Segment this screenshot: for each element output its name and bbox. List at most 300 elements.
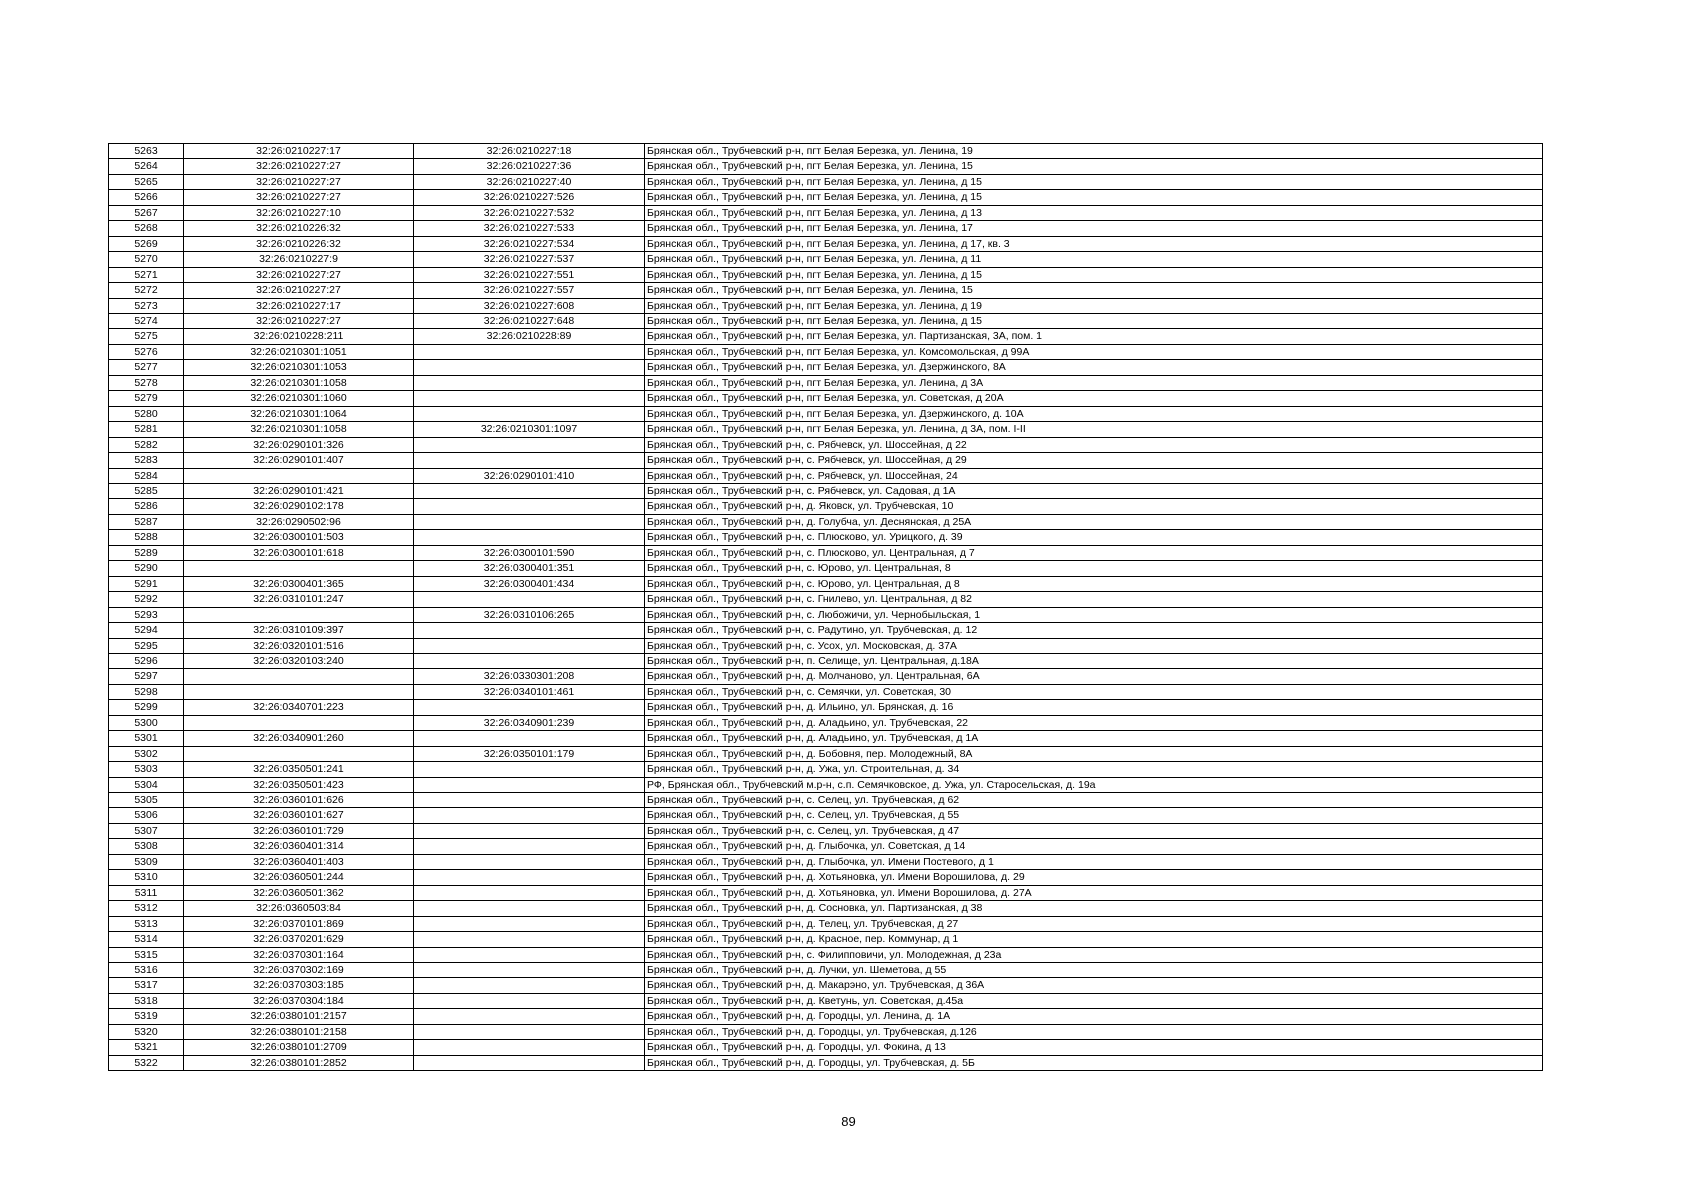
- parcel-cadastral-number-cell: 32:26:0290101:407: [184, 453, 414, 468]
- parcel-cadastral-number-cell: [184, 684, 414, 699]
- address-cell: Брянская обл., Трубчевский р-н, с. Филипповичи, ул. Молодежная, д 23а: [645, 947, 1543, 962]
- row-number-cell: 5282: [109, 437, 184, 452]
- address-cell: Брянская обл., Трубчевский р-н, д. Сосновка, ул. Партизанская, д 38: [645, 901, 1543, 916]
- table-row: [109, 607, 1543, 622]
- table-row: [109, 344, 1543, 359]
- object-cadastral-number-cell: 32:26:0210227:526: [414, 190, 645, 205]
- table-row: [109, 916, 1543, 931]
- table-row: [109, 174, 1543, 189]
- parcel-cadastral-number-cell: 32:26:0360101:626: [184, 793, 414, 808]
- object-cadastral-number-cell: 32:26:0330301:208: [414, 669, 645, 684]
- object-cadastral-number-cell: 32:26:0350101:179: [414, 746, 645, 761]
- table-row: [109, 468, 1543, 483]
- parcel-cadastral-number-cell: 32:26:0370304:184: [184, 993, 414, 1008]
- parcel-cadastral-number-cell: 32:26:0360101:627: [184, 808, 414, 823]
- row-number-cell: 5302: [109, 746, 184, 761]
- row-number-cell: 5276: [109, 344, 184, 359]
- row-number-cell: 5283: [109, 453, 184, 468]
- object-cadastral-number-cell: [414, 762, 645, 777]
- object-cadastral-number-cell: 32:26:0290101:410: [414, 468, 645, 483]
- parcel-cadastral-number-cell: 32:26:0310109:397: [184, 623, 414, 638]
- table-row: [109, 839, 1543, 854]
- row-number-cell: 5321: [109, 1040, 184, 1055]
- object-cadastral-number-cell: [414, 963, 645, 978]
- address-cell: Брянская обл., Трубчевский р-н, с. Рябчевск, ул. Шоссейная, 24: [645, 468, 1543, 483]
- object-cadastral-number-cell: [414, 793, 645, 808]
- address-cell: Брянская обл., Трубчевский р-н, д. Ильино, ул. Брянская, д. 16: [645, 700, 1543, 715]
- object-cadastral-number-cell: 32:26:0340901:239: [414, 715, 645, 730]
- row-number-cell: 5318: [109, 993, 184, 1008]
- address-cell: Брянская обл., Трубчевский р-н, д. Глыбочка, ул. Советская, д 14: [645, 839, 1543, 854]
- object-cadastral-number-cell: 32:26:0210228:89: [414, 329, 645, 344]
- parcel-cadastral-number-cell: 32:26:0370302:169: [184, 963, 414, 978]
- address-cell: Брянская обл., Трубчевский р-н, с. Рябчевск, ул. Шоссейная, д 22: [645, 437, 1543, 452]
- row-number-cell: 5277: [109, 360, 184, 375]
- table-row: [109, 422, 1543, 437]
- row-number-cell: 5300: [109, 715, 184, 730]
- parcel-cadastral-number-cell: 32:26:0210301:1053: [184, 360, 414, 375]
- row-number-cell: 5272: [109, 283, 184, 298]
- row-number-cell: 5301: [109, 731, 184, 746]
- parcel-cadastral-number-cell: 32:26:0360501:362: [184, 885, 414, 900]
- object-cadastral-number-cell: [414, 885, 645, 900]
- object-cadastral-number-cell: [414, 499, 645, 514]
- table-row: [109, 313, 1543, 328]
- parcel-cadastral-number-cell: 32:26:0360101:729: [184, 823, 414, 838]
- address-cell: Брянская обл., Трубчевский р-н, с. Рябчевск, ул. Шоссейная, д 29: [645, 453, 1543, 468]
- row-number-cell: 5298: [109, 684, 184, 699]
- parcel-cadastral-number-cell: 32:26:0380101:2852: [184, 1055, 414, 1070]
- parcel-cadastral-number-cell: 32:26:0370101:869: [184, 916, 414, 931]
- object-cadastral-number-cell: [414, 653, 645, 668]
- object-cadastral-number-cell: 32:26:0210227:533: [414, 221, 645, 236]
- parcel-cadastral-number-cell: [184, 669, 414, 684]
- address-cell: Брянская обл., Трубчевский р-н, д. Ужа, ул. Строительная, д. 34: [645, 762, 1543, 777]
- address-cell: Брянская обл., Трубчевский р-н, пгт Белая Березка, ул. Дзержинского, 8А: [645, 360, 1543, 375]
- table-row: [109, 283, 1543, 298]
- parcel-cadastral-number-cell: 32:26:0360503:84: [184, 901, 414, 916]
- table-row: [109, 453, 1543, 468]
- row-number-cell: 5265: [109, 174, 184, 189]
- parcel-cadastral-number-cell: 32:26:0360501:244: [184, 870, 414, 885]
- address-cell: Брянская обл., Трубчевский р-н, д. Яковск, ул. Трубчевская, 10: [645, 499, 1543, 514]
- table-row: [109, 793, 1543, 808]
- parcel-cadastral-number-cell: 32:26:0300401:365: [184, 576, 414, 591]
- parcel-cadastral-number-cell: 32:26:0210227:27: [184, 174, 414, 189]
- address-cell: Брянская обл., Трубчевский р-н, пгт Белая Березка, ул. Ленина, 19: [645, 144, 1543, 159]
- registry-table: [108, 143, 1543, 1071]
- parcel-cadastral-number-cell: [184, 607, 414, 622]
- row-number-cell: 5293: [109, 607, 184, 622]
- row-number-cell: 5307: [109, 823, 184, 838]
- object-cadastral-number-cell: [414, 777, 645, 792]
- address-cell: Брянская обл., Трубчевский р-н, пгт Белая Березка, ул. Ленина, 17: [645, 221, 1543, 236]
- object-cadastral-number-cell: 32:26:0210227:36: [414, 159, 645, 174]
- object-cadastral-number-cell: [414, 901, 645, 916]
- object-cadastral-number-cell: [414, 638, 645, 653]
- object-cadastral-number-cell: [414, 916, 645, 931]
- table-row: [109, 808, 1543, 823]
- parcel-cadastral-number-cell: 32:26:0210226:32: [184, 221, 414, 236]
- row-number-cell: 5266: [109, 190, 184, 205]
- object-cadastral-number-cell: 32:26:0210227:537: [414, 252, 645, 267]
- table-row: [109, 561, 1543, 576]
- row-number-cell: 5289: [109, 545, 184, 560]
- address-cell: Брянская обл., Трубчевский р-н, с. Плюсково, ул. Центральная, д 7: [645, 545, 1543, 560]
- table-row: [109, 715, 1543, 730]
- table-row: [109, 700, 1543, 715]
- object-cadastral-number-cell: 32:26:0210227:551: [414, 267, 645, 282]
- object-cadastral-number-cell: [414, 437, 645, 452]
- address-cell: Брянская обл., Трубчевский р-н, с. Юрово, ул. Центральная, д 8: [645, 576, 1543, 591]
- row-number-cell: 5316: [109, 963, 184, 978]
- address-cell: Брянская обл., Трубчевский р-н, д. Городцы, ул. Ленина, д. 1А: [645, 1009, 1543, 1024]
- row-number-cell: 5270: [109, 252, 184, 267]
- row-number-cell: 5268: [109, 221, 184, 236]
- parcel-cadastral-number-cell: 32:26:0210227:27: [184, 190, 414, 205]
- object-cadastral-number-cell: 32:26:0310106:265: [414, 607, 645, 622]
- parcel-cadastral-number-cell: 32:26:0380101:2157: [184, 1009, 414, 1024]
- table-row: [109, 499, 1543, 514]
- object-cadastral-number-cell: [414, 947, 645, 962]
- parcel-cadastral-number-cell: 32:26:0210226:32: [184, 236, 414, 251]
- parcel-cadastral-number-cell: 32:26:0360401:314: [184, 839, 414, 854]
- table-row: [109, 483, 1543, 498]
- table-row: [109, 329, 1543, 344]
- table-row: [109, 746, 1543, 761]
- row-number-cell: 5303: [109, 762, 184, 777]
- address-cell: Брянская обл., Трубчевский р-н, с. Любожичи, ул. Чернобыльская, 1: [645, 607, 1543, 622]
- address-cell: Брянская обл., Трубчевский р-н, пгт Белая Березка, ул. Ленина, д 13: [645, 205, 1543, 220]
- parcel-cadastral-number-cell: 32:26:0380101:2158: [184, 1024, 414, 1039]
- table-row: [109, 375, 1543, 390]
- page-number: 89: [841, 1114, 856, 1129]
- object-cadastral-number-cell: [414, 700, 645, 715]
- row-number-cell: 5295: [109, 638, 184, 653]
- row-number-cell: 5304: [109, 777, 184, 792]
- parcel-cadastral-number-cell: 32:26:0370201:629: [184, 932, 414, 947]
- object-cadastral-number-cell: 32:26:0300101:590: [414, 545, 645, 560]
- address-cell: Брянская обл., Трубчевский р-н, пгт Белая Березка, ул. Ленина, д 19: [645, 298, 1543, 313]
- address-cell: Брянская обл., Трубчевский р-н, д. Городцы, ул. Фокина, д 13: [645, 1040, 1543, 1055]
- row-number-cell: 5309: [109, 854, 184, 869]
- parcel-cadastral-number-cell: 32:26:0210227:27: [184, 283, 414, 298]
- address-cell: Брянская обл., Трубчевский р-н, с. Радутино, ул. Трубчевская, д. 12: [645, 623, 1543, 638]
- row-number-cell: 5320: [109, 1024, 184, 1039]
- object-cadastral-number-cell: [414, 823, 645, 838]
- parcel-cadastral-number-cell: 32:26:0290502:96: [184, 514, 414, 529]
- table-row: [109, 576, 1543, 591]
- object-cadastral-number-cell: 32:26:0210227:18: [414, 144, 645, 159]
- table-row: [109, 236, 1543, 251]
- address-cell: Брянская обл., Трубчевский р-н, с. Селец, ул. Трубчевская, д 55: [645, 808, 1543, 823]
- row-number-cell: 5278: [109, 375, 184, 390]
- row-number-cell: 5317: [109, 978, 184, 993]
- parcel-cadastral-number-cell: 32:26:0210301:1058: [184, 422, 414, 437]
- table-row: [109, 1024, 1543, 1039]
- table-row: [109, 870, 1543, 885]
- row-number-cell: 5284: [109, 468, 184, 483]
- parcel-cadastral-number-cell: 32:26:0370303:185: [184, 978, 414, 993]
- table-row: [109, 885, 1543, 900]
- table-row: [109, 221, 1543, 236]
- row-number-cell: 5296: [109, 653, 184, 668]
- object-cadastral-number-cell: [414, 391, 645, 406]
- parcel-cadastral-number-cell: [184, 715, 414, 730]
- table-row: [109, 360, 1543, 375]
- table-row: [109, 190, 1543, 205]
- row-number-cell: 5264: [109, 159, 184, 174]
- object-cadastral-number-cell: 32:26:0210227:534: [414, 236, 645, 251]
- table-row: [109, 1055, 1543, 1070]
- table-row: [109, 638, 1543, 653]
- parcel-cadastral-number-cell: 32:26:0310101:247: [184, 592, 414, 607]
- table-row: [109, 932, 1543, 947]
- parcel-cadastral-number-cell: 32:26:0210227:27: [184, 159, 414, 174]
- row-number-cell: 5279: [109, 391, 184, 406]
- table-row: [109, 963, 1543, 978]
- row-number-cell: 5267: [109, 205, 184, 220]
- address-cell: Брянская обл., Трубчевский р-н, пгт Белая Березка, ул. Ленина, 15: [645, 159, 1543, 174]
- object-cadastral-number-cell: [414, 1009, 645, 1024]
- row-number-cell: 5305: [109, 793, 184, 808]
- address-cell: Брянская обл., Трубчевский р-н, д. Городцы, ул. Трубчевская, д.126: [645, 1024, 1543, 1039]
- table-row: [109, 437, 1543, 452]
- address-cell: Брянская обл., Трубчевский р-н, д. Аладьино, ул. Трубчевская, 22: [645, 715, 1543, 730]
- table-row: [109, 947, 1543, 962]
- address-cell: Брянская обл., Трубчевский р-н, с. Селец, ул. Трубчевская, д 62: [645, 793, 1543, 808]
- row-number-cell: 5306: [109, 808, 184, 823]
- object-cadastral-number-cell: [414, 344, 645, 359]
- parcel-cadastral-number-cell: 32:26:0340701:223: [184, 700, 414, 715]
- parcel-cadastral-number-cell: 32:26:0210227:9: [184, 252, 414, 267]
- address-cell: Брянская обл., Трубчевский р-н, пгт Белая Березка, ул. Ленина, д 15: [645, 313, 1543, 328]
- registry-table-body: [109, 144, 1543, 1071]
- object-cadastral-number-cell: [414, 360, 645, 375]
- address-cell: Брянская обл., Трубчевский р-н, пгт Белая Березка, ул. Ленина, д 3А, пом. I-II: [645, 422, 1543, 437]
- parcel-cadastral-number-cell: 32:26:0290101:421: [184, 483, 414, 498]
- address-cell: Брянская обл., Трубчевский р-н, д. Молчаново, ул. Центральная, 6А: [645, 669, 1543, 684]
- parcel-cadastral-number-cell: [184, 468, 414, 483]
- address-cell: Брянская обл., Трубчевский р-н, д. Лучки, ул. Шеметова, д 55: [645, 963, 1543, 978]
- table-row: [109, 901, 1543, 916]
- address-cell: Брянская обл., Трубчевский р-н, с. Гнилево, ул. Центральная, д 82: [645, 592, 1543, 607]
- address-cell: Брянская обл., Трубчевский р-н, д. Бобовня, пер. Молодежный, 8А: [645, 746, 1543, 761]
- table-row: [109, 684, 1543, 699]
- parcel-cadastral-number-cell: 32:26:0210228:211: [184, 329, 414, 344]
- address-cell: Брянская обл., Трубчевский р-н, пгт Белая Березка, ул. Советская, д 20А: [645, 391, 1543, 406]
- address-cell: Брянская обл., Трубчевский р-н, д. Городцы, ул. Трубчевская, д. 5Б: [645, 1055, 1543, 1070]
- table-row: [109, 267, 1543, 282]
- object-cadastral-number-cell: [414, 808, 645, 823]
- table-row: [109, 623, 1543, 638]
- parcel-cadastral-number-cell: 32:26:0320101:516: [184, 638, 414, 653]
- parcel-cadastral-number-cell: 32:26:0210301:1064: [184, 406, 414, 421]
- address-cell: Брянская обл., Трубчевский р-н, д. Голубча, ул. Деснянская, д 25А: [645, 514, 1543, 529]
- object-cadastral-number-cell: 32:26:0210227:40: [414, 174, 645, 189]
- table-row: [109, 159, 1543, 174]
- object-cadastral-number-cell: 32:26:0210227:532: [414, 205, 645, 220]
- object-cadastral-number-cell: [414, 530, 645, 545]
- address-cell: Брянская обл., Трубчевский р-н, пгт Белая Березка, ул. Ленина, 15: [645, 283, 1543, 298]
- object-cadastral-number-cell: [414, 854, 645, 869]
- address-cell: Брянская обл., Трубчевский р-н, пгт Белая Березка, ул. Ленина, д 11: [645, 252, 1543, 267]
- parcel-cadastral-number-cell: 32:26:0350501:241: [184, 762, 414, 777]
- object-cadastral-number-cell: [414, 623, 645, 638]
- parcel-cadastral-number-cell: 32:26:0210301:1060: [184, 391, 414, 406]
- object-cadastral-number-cell: [414, 1040, 645, 1055]
- address-cell: Брянская обл., Трубчевский р-н, д. Кветунь, ул. Советская, д.45а: [645, 993, 1543, 1008]
- row-number-cell: 5271: [109, 267, 184, 282]
- address-cell: Брянская обл., Трубчевский р-н, с. Семячки, ул. Советская, 30: [645, 684, 1543, 699]
- parcel-cadastral-number-cell: 32:26:0290101:326: [184, 437, 414, 452]
- address-cell: Брянская обл., Трубчевский р-н, п. Селище, ул. Центральная, д.18А: [645, 653, 1543, 668]
- address-cell: Брянская обл., Трубчевский р-н, с. Плюсково, ул. Урицкого, д. 39: [645, 530, 1543, 545]
- row-number-cell: 5322: [109, 1055, 184, 1070]
- table-row: [109, 823, 1543, 838]
- table-row: [109, 978, 1543, 993]
- address-cell: Брянская обл., Трубчевский р-н, д. Аладьино, ул. Трубчевская, д 1А: [645, 731, 1543, 746]
- parcel-cadastral-number-cell: 32:26:0360401:403: [184, 854, 414, 869]
- row-number-cell: 5280: [109, 406, 184, 421]
- object-cadastral-number-cell: [414, 993, 645, 1008]
- object-cadastral-number-cell: 32:26:0210227:648: [414, 313, 645, 328]
- table-row: [109, 731, 1543, 746]
- object-cadastral-number-cell: [414, 1024, 645, 1039]
- address-cell: Брянская обл., Трубчевский р-н, д. Макарэно, ул. Трубчевская, д 36А: [645, 978, 1543, 993]
- object-cadastral-number-cell: 32:26:0210301:1097: [414, 422, 645, 437]
- table-row: [109, 205, 1543, 220]
- object-cadastral-number-cell: 32:26:0210227:608: [414, 298, 645, 313]
- row-number-cell: 5294: [109, 623, 184, 638]
- row-number-cell: 5319: [109, 1009, 184, 1024]
- address-cell: Брянская обл., Трубчевский р-н, д. Телец, ул. Трубчевская, д 27: [645, 916, 1543, 931]
- address-cell: Брянская обл., Трубчевский р-н, с. Юрово, ул. Центральная, 8: [645, 561, 1543, 576]
- object-cadastral-number-cell: [414, 514, 645, 529]
- table-row: [109, 993, 1543, 1008]
- address-cell: Брянская обл., Трубчевский р-н, д. Красное, пер. Коммунар, д 1: [645, 932, 1543, 947]
- object-cadastral-number-cell: 32:26:0340101:461: [414, 684, 645, 699]
- object-cadastral-number-cell: 32:26:0210227:557: [414, 283, 645, 298]
- object-cadastral-number-cell: [414, 406, 645, 421]
- parcel-cadastral-number-cell: 32:26:0320103:240: [184, 653, 414, 668]
- row-number-cell: 5299: [109, 700, 184, 715]
- table-row: [109, 1040, 1543, 1055]
- row-number-cell: 5308: [109, 839, 184, 854]
- row-number-cell: 5269: [109, 236, 184, 251]
- row-number-cell: 5310: [109, 870, 184, 885]
- table-row: [109, 298, 1543, 313]
- table-row: [109, 669, 1543, 684]
- address-cell: Брянская обл., Трубчевский р-н, пгт Белая Березка, ул. Дзержинского, д. 10А: [645, 406, 1543, 421]
- parcel-cadastral-number-cell: 32:26:0210227:17: [184, 298, 414, 313]
- address-cell: Брянская обл., Трубчевский р-н, пгт Белая Березка, ул. Ленина, д 15: [645, 267, 1543, 282]
- address-cell: Брянская обл., Трубчевский р-н, д. Хотьяновка, ул. Имени Ворошилова, д. 27А: [645, 885, 1543, 900]
- table-row: [109, 514, 1543, 529]
- row-number-cell: 5281: [109, 422, 184, 437]
- parcel-cadastral-number-cell: [184, 746, 414, 761]
- address-cell: Брянская обл., Трубчевский р-н, д. Хотьяновка, ул. Имени Ворошилова, д. 29: [645, 870, 1543, 885]
- row-number-cell: 5290: [109, 561, 184, 576]
- object-cadastral-number-cell: [414, 731, 645, 746]
- row-number-cell: 5275: [109, 329, 184, 344]
- row-number-cell: 5312: [109, 901, 184, 916]
- object-cadastral-number-cell: [414, 375, 645, 390]
- address-cell: Брянская обл., Трубчевский р-н, пгт Белая Березка, ул. Партизанская, 3А, пом. 1: [645, 329, 1543, 344]
- table-row: [109, 854, 1543, 869]
- row-number-cell: 5292: [109, 592, 184, 607]
- table-row: [109, 144, 1543, 159]
- table-row: [109, 545, 1543, 560]
- object-cadastral-number-cell: [414, 932, 645, 947]
- row-number-cell: 5315: [109, 947, 184, 962]
- parcel-cadastral-number-cell: 32:26:0290102:178: [184, 499, 414, 514]
- address-cell: Брянская обл., Трубчевский р-н, пгт Белая Березка, ул. Комсомольская, д 99А: [645, 344, 1543, 359]
- address-cell: Брянская обл., Трубчевский р-н, пгт Белая Березка, ул. Ленина, д 3А: [645, 375, 1543, 390]
- table-row: [109, 653, 1543, 668]
- row-number-cell: 5263: [109, 144, 184, 159]
- table-row: [109, 252, 1543, 267]
- row-number-cell: 5314: [109, 932, 184, 947]
- object-cadastral-number-cell: [414, 453, 645, 468]
- row-number-cell: 5297: [109, 669, 184, 684]
- parcel-cadastral-number-cell: 32:26:0210227:27: [184, 313, 414, 328]
- address-cell: Брянская обл., Трубчевский р-н, с. Усох, ул. Московская, д. 37А: [645, 638, 1543, 653]
- table-row: [109, 406, 1543, 421]
- row-number-cell: 5311: [109, 885, 184, 900]
- parcel-cadastral-number-cell: 32:26:0210227:17: [184, 144, 414, 159]
- row-number-cell: 5273: [109, 298, 184, 313]
- parcel-cadastral-number-cell: 32:26:0210227:10: [184, 205, 414, 220]
- object-cadastral-number-cell: 32:26:0300401:434: [414, 576, 645, 591]
- address-cell: Брянская обл., Трубчевский р-н, пгт Белая Березка, ул. Ленина, д 15: [645, 174, 1543, 189]
- table-row: [109, 391, 1543, 406]
- object-cadastral-number-cell: [414, 592, 645, 607]
- table-row: [109, 530, 1543, 545]
- parcel-cadastral-number-cell: 32:26:0350501:423: [184, 777, 414, 792]
- row-number-cell: 5286: [109, 499, 184, 514]
- object-cadastral-number-cell: 32:26:0300401:351: [414, 561, 645, 576]
- address-cell: РФ, Брянская обл., Трубчевский м.р-н, с.п. Семячковское, д. Ужа, ул. Старосельская, д. 19а: [645, 777, 1543, 792]
- object-cadastral-number-cell: [414, 1055, 645, 1070]
- row-number-cell: 5274: [109, 313, 184, 328]
- parcel-cadastral-number-cell: 32:26:0210301:1058: [184, 375, 414, 390]
- parcel-cadastral-number-cell: 32:26:0300101:503: [184, 530, 414, 545]
- table-row: [109, 592, 1543, 607]
- row-number-cell: 5313: [109, 916, 184, 931]
- address-cell: Брянская обл., Трубчевский р-н, д. Глыбочка, ул. Имени Постевого, д 1: [645, 854, 1543, 869]
- parcel-cadastral-number-cell: [184, 561, 414, 576]
- table-row: [109, 777, 1543, 792]
- parcel-cadastral-number-cell: 32:26:0380101:2709: [184, 1040, 414, 1055]
- parcel-cadastral-number-cell: 32:26:0300101:618: [184, 545, 414, 560]
- parcel-cadastral-number-cell: 32:26:0210227:27: [184, 267, 414, 282]
- row-number-cell: 5288: [109, 530, 184, 545]
- object-cadastral-number-cell: [414, 870, 645, 885]
- object-cadastral-number-cell: [414, 839, 645, 854]
- row-number-cell: 5291: [109, 576, 184, 591]
- address-cell: Брянская обл., Трубчевский р-н, с. Рябчевск, ул. Садовая, д 1А: [645, 483, 1543, 498]
- row-number-cell: 5287: [109, 514, 184, 529]
- parcel-cadastral-number-cell: 32:26:0340901:260: [184, 731, 414, 746]
- parcel-cadastral-number-cell: 32:26:0370301:164: [184, 947, 414, 962]
- table-row: [109, 762, 1543, 777]
- row-number-cell: 5285: [109, 483, 184, 498]
- table-row: [109, 1009, 1543, 1024]
- address-cell: Брянская обл., Трубчевский р-н, пгт Белая Березка, ул. Ленина, д 15: [645, 190, 1543, 205]
- object-cadastral-number-cell: [414, 483, 645, 498]
- address-cell: Брянская обл., Трубчевский р-н, с. Селец, ул. Трубчевская, д 47: [645, 823, 1543, 838]
